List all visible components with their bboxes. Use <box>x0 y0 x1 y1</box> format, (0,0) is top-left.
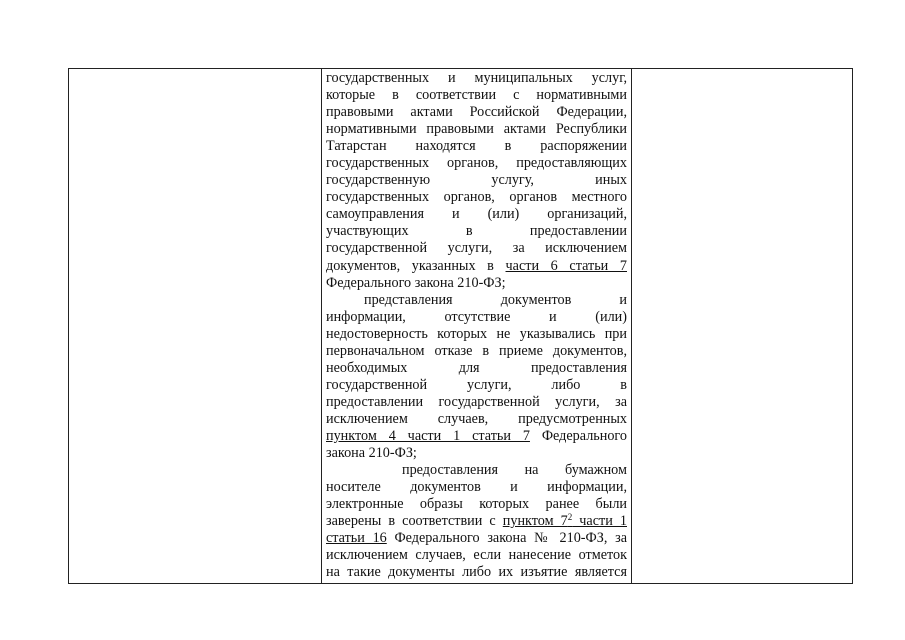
table-left-border <box>68 68 69 584</box>
law-reference-link[interactable] <box>503 513 627 529</box>
text-line: предоставлении государственной услуги, за <box>326 393 627 410</box>
table-bottom-border <box>68 583 853 584</box>
text-line <box>326 513 627 530</box>
text-segment: части 1 <box>572 513 627 530</box>
text-line <box>326 428 627 445</box>
text-segment: Федерального закона № 210-ФЗ, за <box>386 530 627 547</box>
law-reference-link[interactable]: пунктом 4 части 1 статьи 7 <box>326 427 530 444</box>
text-segment: заверены в соответствии с <box>326 513 503 530</box>
text-line: недостоверность которых не указывались при <box>326 325 627 342</box>
text-line: государственных органов, органов местного <box>326 189 627 206</box>
column-divider-2 <box>631 68 632 584</box>
text-line: первоначальном отказе в приеме документов, <box>326 342 627 359</box>
text-line: на такие документы либо их изъятие является <box>326 564 627 581</box>
text-line: правовыми актами Российской Федерации, <box>326 104 627 121</box>
text-line: государственных органов, предоставляющих <box>326 155 627 172</box>
superscript: 2 <box>567 513 573 523</box>
text-line: носителе документов и информации, <box>326 479 627 496</box>
text-line: исключением случаев, если нанесение отметок <box>326 547 627 564</box>
text-line: государственных и муниципальных услуг, <box>326 70 627 86</box>
text-line <box>326 258 627 275</box>
table-cell-text <box>326 70 627 581</box>
text-line: государственной услуги, либо в <box>326 376 627 393</box>
text-line: Федерального закона 210-ФЗ; <box>326 274 506 291</box>
text-line: электронные образы которых ранее были <box>326 496 627 513</box>
text-line <box>326 530 627 547</box>
law-reference-link[interactable]: части 6 статьи 7 <box>505 257 627 274</box>
text-line: государственную услугу, иных <box>326 172 627 189</box>
text-line: государственной услуги, за исключением <box>326 240 627 257</box>
table-right-border <box>852 68 853 584</box>
text-line: информации, отсутствие и (или) <box>326 308 627 325</box>
text-line: Татарстан находятся в распоряжении <box>326 138 627 155</box>
text-line: исключением случаев, предусмотренных <box>326 410 627 427</box>
text-segment: пунктом 7 <box>502 513 568 530</box>
text-line: нормативными правовыми актами Республики <box>326 121 627 138</box>
table-top-border <box>68 68 853 69</box>
text-line: самоуправления и (или) организаций, <box>326 206 627 223</box>
text-line: которые в соответствии с нормативными <box>326 87 627 104</box>
text-line: необходимых для предоставления <box>326 359 627 376</box>
text-line: представления документов и <box>364 291 627 308</box>
text-line: участвующих в предоставлении <box>326 223 627 240</box>
law-reference-link[interactable]: статьи 16 <box>326 530 387 547</box>
text-line: закона 210-ФЗ; <box>326 445 417 462</box>
text-segment: документов, указанных в <box>326 257 506 274</box>
text-line: предоставления на бумажном <box>402 462 627 479</box>
column-divider-1 <box>321 68 322 584</box>
text-segment: Федерального <box>529 427 627 444</box>
